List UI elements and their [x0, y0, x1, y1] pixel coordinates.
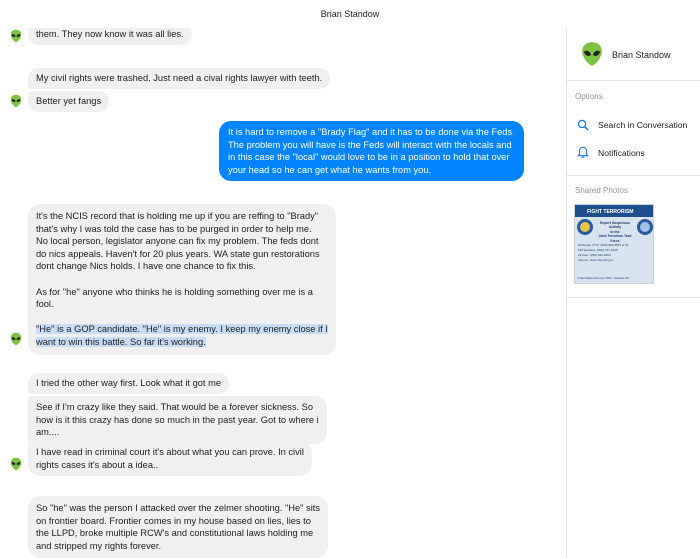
highlighted-text: want to win this battle. So far it's working. — [36, 336, 206, 347]
notifications-button[interactable] — [577, 146, 645, 159]
photo-footer: United States Attorney's Office - Spokane Div — [577, 277, 630, 280]
message-line: rights cases it's about a idea.. — [36, 459, 159, 470]
window-title: Brian Standow — [320, 9, 380, 19]
contact-name[interactable]: Brian Standow — [612, 50, 671, 60]
search-in-conversation-label: Search in Conversation — [598, 120, 688, 130]
message-line: My civil rights were trashed. Just need a cival rights lawyer with teeth. — [36, 73, 323, 83]
message-line: do nics appeals. Haven't for 20 plus years. WA state gun restorations — [36, 248, 320, 259]
message-line: on frontier board. Frontier comes in my house based on lies, lies to — [36, 515, 311, 526]
jttf-seal-icon — [636, 218, 654, 236]
message-line: No local person, legislator anyone can fix my problem. The feds dont — [36, 236, 319, 247]
message-line: So "he" was the person I attacked over the zelmer shooting. "He" sits — [36, 503, 320, 513]
notifications-label: Notifications — [598, 147, 645, 158]
photo-text-line: Joint Terrorism Task Force — [598, 234, 632, 243]
avatar-alien-icon — [9, 94, 23, 108]
conversation-info-panel — [567, 28, 700, 558]
highlighted-text: "He" is a GOP candidate. "He" is my enemy. I keep my enemy close if I — [36, 324, 328, 335]
message-line: See if I'm crazy like they said. That would be a forever sickness. So — [36, 402, 314, 412]
shared-photo-thumbnail[interactable] — [574, 204, 654, 284]
message-line — [36, 311, 328, 324]
contact-avatar-alien-icon[interactable] — [579, 41, 605, 67]
message-line: that's why I was told the case has to be purged in order to help me. — [36, 223, 312, 234]
message-bubble — [28, 373, 229, 394]
avatar-alien-icon — [9, 457, 23, 471]
search-icon — [577, 119, 589, 131]
message-line: in this case the "local" would love to be in a position to hold that over — [228, 152, 510, 163]
divider — [567, 80, 700, 81]
message-bubble — [28, 91, 109, 112]
photo-title: FIGHT TERRORISM — [587, 209, 634, 215]
fbi-seal-icon — [576, 218, 594, 236]
message-line: dont change Nics holds. I have one chance to fix this. — [36, 261, 256, 272]
message-line: and stripped my rights forever. — [36, 540, 162, 551]
photo-contact-line: 24-hour: (206) 622-0460 — [578, 253, 611, 257]
divider — [567, 297, 700, 298]
photo-text-line: Report Suspicious Activity — [600, 221, 630, 230]
options-heading: Options — [575, 92, 603, 101]
message-line: I have read in criminal court it's about what you can prove. In civil — [36, 447, 304, 457]
message-line — [36, 273, 328, 286]
photo-contact-lines — [578, 243, 654, 263]
message-line: how is it this crazy has done so much in the past year. Got to where i — [36, 414, 319, 425]
photo-contact-line: Northeast JTTF: (509) 892-8545 or (8 — [578, 243, 629, 247]
message-bubble — [28, 441, 312, 476]
message-bubble — [28, 396, 327, 444]
photo-contact-line: Internet: https://tips.fbi.gov — [578, 258, 614, 262]
message-bubble — [28, 204, 336, 355]
message-bubble-outgoing — [219, 121, 524, 181]
window-title-bar — [0, 0, 700, 28]
avatar-alien-icon — [9, 29, 23, 43]
divider — [567, 175, 700, 176]
message-line-highlighted — [36, 336, 328, 349]
message-line: them. They now know it was all lies. — [36, 29, 184, 39]
message-line: It is hard to remove a "Brady Flag" and it has to be done via the Feds. — [228, 127, 515, 137]
message-line: It's the NCIS record that is holding me up if you are reffing to "Brady" — [36, 211, 319, 221]
search-in-conversation-button[interactable] — [577, 119, 687, 131]
message-bubble — [28, 28, 192, 45]
message-line: the LLPD, broke multiple RCW's and constitutional laws holding me — [36, 528, 314, 539]
message-line: your head so he can get what he wants from you. — [228, 164, 432, 175]
photo-contact-line: FBI Spokane: (509) 747-5195 — [578, 248, 618, 252]
message-line: The problem you will have is the Feds will interact with the locals and — [228, 139, 512, 150]
message-line: Better yet fangs — [36, 96, 102, 106]
message-bubble — [28, 68, 330, 89]
message-thread[interactable] — [0, 28, 567, 558]
message-line: fool. — [36, 299, 54, 310]
photo-text — [595, 221, 635, 243]
message-line: I tried the other way first. Look what it got me — [36, 378, 221, 388]
message-line: am.... — [36, 427, 60, 438]
shared-photos-heading: Shared Photos — [575, 186, 628, 195]
message-bubble — [28, 496, 328, 558]
bell-icon — [577, 146, 589, 159]
avatar-alien-icon — [9, 332, 23, 346]
message-line-highlighted — [36, 323, 328, 336]
message-line: As for "he" anyone who thinks he is holding something over me is a — [36, 286, 313, 297]
photo-text-line: to the — [610, 229, 620, 234]
